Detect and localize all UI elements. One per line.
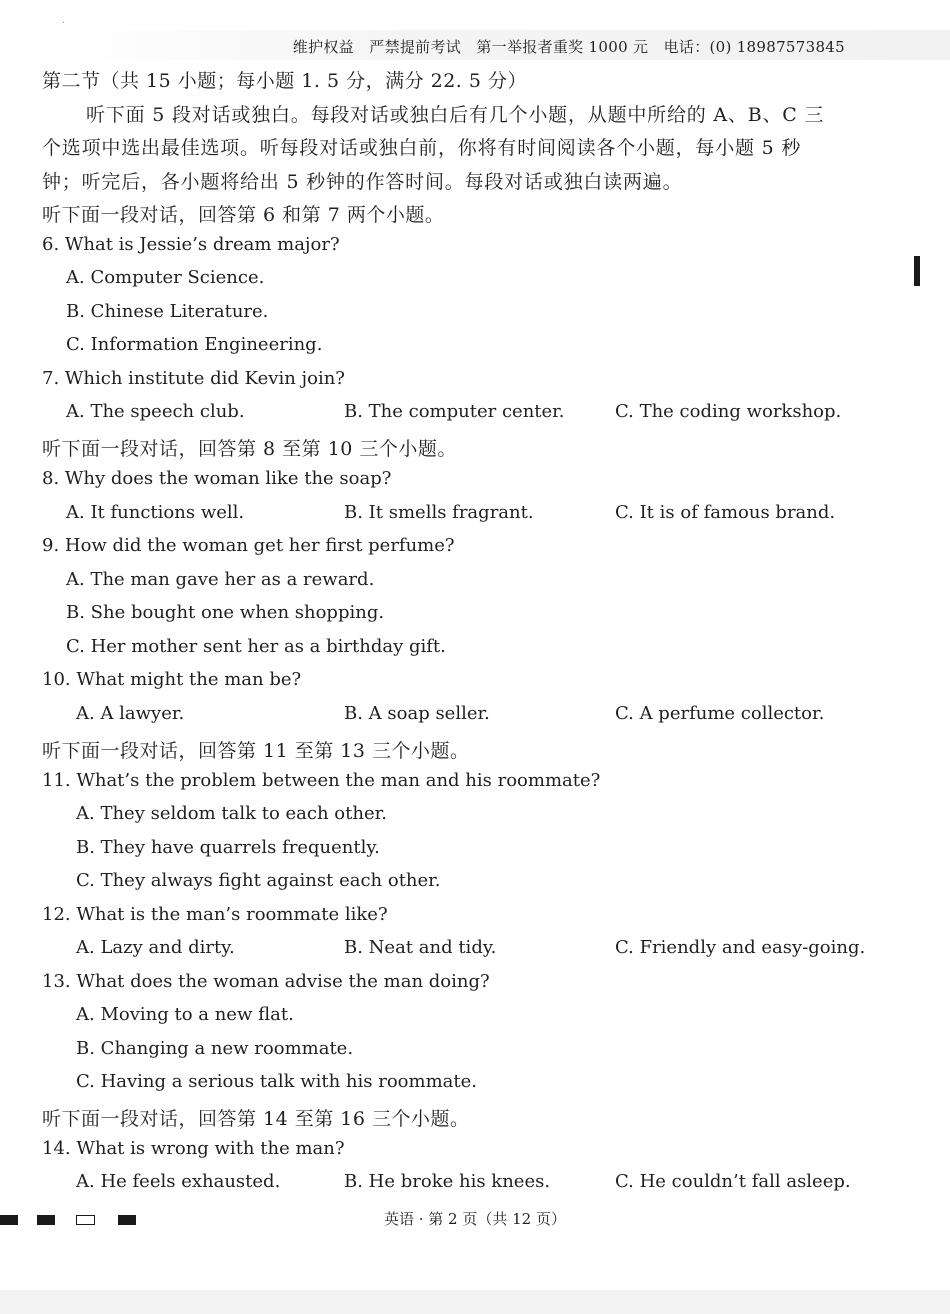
question-9-option-c: C. Her mother sent her as a birthday gift. [66, 636, 446, 657]
section-title: 第二节（共 15 小题；每小题 1. 5 分，满分 22. 5 分） [42, 70, 528, 92]
question-14-option-a: A. He feels exhausted. [76, 1171, 281, 1192]
question-9-stem: 9. How did the woman get her first perfume? [42, 535, 455, 556]
group-instruction-4: 听下面一段对话，回答第 14 至第 16 三个小题。 [42, 1108, 470, 1130]
question-10-option-b: B. A soap seller. [344, 703, 490, 724]
question-6-option-c: C. Information Engineering. [66, 334, 323, 355]
question-10-option-c: C. A perfume collector. [615, 703, 825, 724]
question-8-stem: 8. Why does the woman like the soap? [42, 468, 392, 489]
question-14-option-b: B. He broke his knees. [344, 1171, 551, 1192]
scan-alignment-mark [914, 256, 920, 286]
question-13-stem: 13. What does the woman advise the man doing? [42, 971, 490, 992]
question-14-stem: 14. What is wrong with the man? [42, 1138, 345, 1159]
instruction-line-2: 个选项中选出最佳选项。听每段对话或独白前，你将有时间阅读各个小题，每小题 5 秒 [42, 137, 802, 159]
group-instruction-3: 听下面一段对话，回答第 11 至第 13 三个小题。 [42, 740, 470, 762]
question-12-stem: 12. What is the man’s roommate like? [42, 904, 388, 925]
question-9-option-a: A. The man gave her as a reward. [66, 569, 375, 590]
page-footer: 英语 · 第 2 页（共 12 页） [383, 1210, 566, 1228]
group-instruction-2: 听下面一段对话，回答第 8 至第 10 三个小题。 [42, 438, 457, 460]
instruction-line-1: 听下面 5 段对话或独白。每段对话或独白后有几个小题，从题中所给的 A、B、C 三 [86, 104, 825, 126]
scan-bottom-band [0, 1290, 950, 1314]
question-6-stem: 6. What is Jessie’s dream major? [42, 234, 340, 255]
instruction-line-3: 钟；听完后，各小题将给出 5 秒钟的作答时间。每段对话或独白读两遍。 [42, 171, 683, 193]
question-8-option-b: B. It smells fragrant. [344, 502, 534, 523]
question-8-option-a: A. It functions well. [66, 502, 245, 523]
scan-speck: · [62, 18, 66, 29]
question-6-option-a: A. Computer Science. [66, 267, 265, 288]
question-7-option-a: A. The speech club. [66, 401, 245, 422]
question-6-option-b: B. Chinese Literature. [66, 301, 269, 322]
header-notice: 维护权益 严禁提前考试 第一举报者重奖 1000 元 电话：(0) 18987573845 [292, 38, 845, 56]
question-13-option-b: B. Changing a new roommate. [76, 1038, 354, 1059]
question-12-option-a: A. Lazy and dirty. [76, 937, 235, 958]
question-10-option-a: A. A lawyer. [76, 703, 185, 724]
question-8-option-c: C. It is of famous brand. [615, 502, 836, 523]
group-instruction-1: 听下面一段对话，回答第 6 和第 7 两个小题。 [42, 204, 445, 226]
question-12-option-b: B. Neat and tidy. [344, 937, 497, 958]
question-10-stem: 10. What might the man be? [42, 669, 302, 690]
question-13-option-a: A. Moving to a new flat. [76, 1004, 294, 1025]
question-14-option-c: C. He couldn’t fall asleep. [615, 1171, 851, 1192]
question-11-stem: 11. What’s the problem between the man and his roommate? [42, 770, 601, 791]
question-11-option-a: A. They seldom talk to each other. [76, 803, 387, 824]
question-9-option-b: B. She bought one when shopping. [66, 602, 385, 623]
question-7-option-b: B. The computer center. [344, 401, 565, 422]
question-11-option-b: B. They have quarrels frequently. [76, 837, 380, 858]
question-11-option-c: C. They always fight against each other. [76, 870, 441, 891]
question-12-option-c: C. Friendly and easy-going. [615, 937, 866, 958]
question-13-option-c: C. Having a serious talk with his roommate. [76, 1071, 477, 1092]
question-7-stem: 7. Which institute did Kevin join? [42, 368, 345, 389]
question-7-option-c: C. The coding workshop. [615, 401, 842, 422]
